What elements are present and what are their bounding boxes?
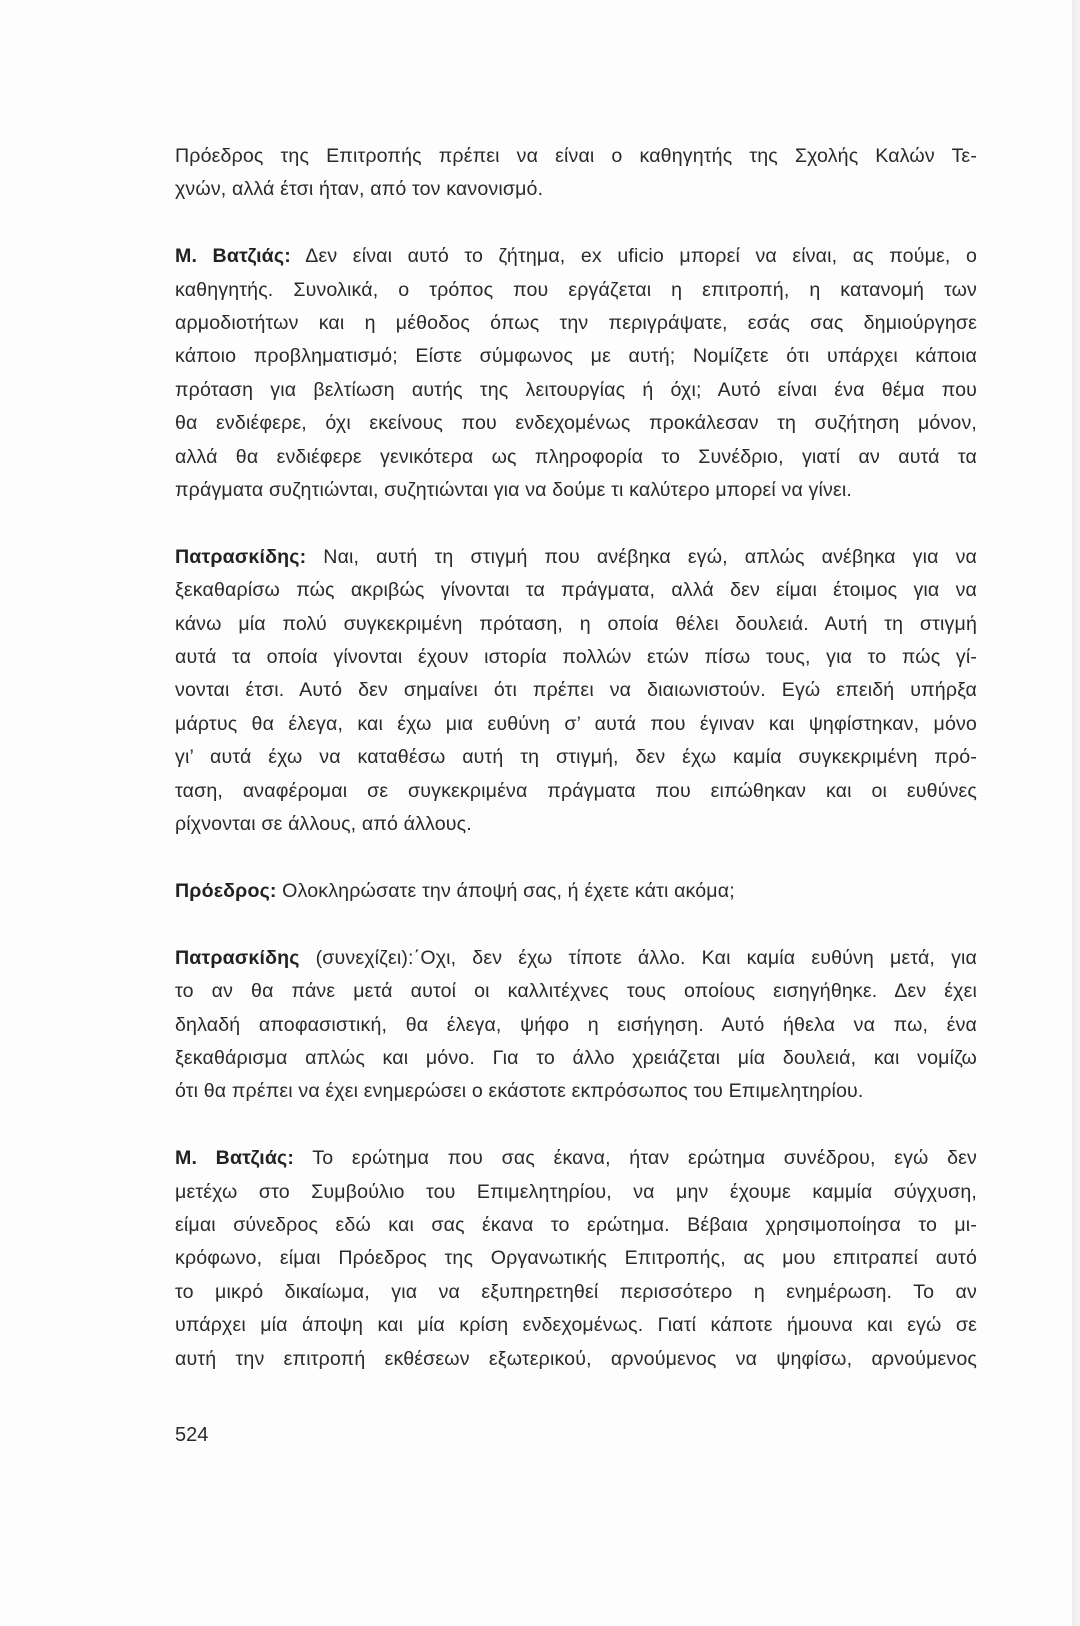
text-line [175, 240, 977, 273]
page-edge-shadow [1072, 0, 1080, 1626]
text-line: χνών, αλλά έτσι ήταν, από τον κανονισμό. [175, 178, 544, 201]
text-line: πράγματα συζητιώνται, συζητιώνται για να δούμε τι καλύτερο μπορεί να γίνει. [175, 479, 852, 502]
speaker-note: (συνεχίζει): [299, 946, 414, 969]
text-line: καθηγητής. Συνολικά, ο τρόπος που εργάζεται η επιτροπή, η κατανομή των [175, 278, 977, 301]
text-line: το μικρό δικαίωμα, για να εξυπηρετηθεί περισσότερο η ενημέρωση. Το αν [175, 1280, 977, 1303]
text-line: Πρόεδρος της Επιτροπής πρέπει να είναι ο καθηγητής της Σχολής Καλών Τε- [175, 145, 977, 167]
text-line [175, 541, 977, 574]
text-line: ρίχνονται σε άλλους, από άλλους. [175, 813, 472, 836]
text-line: κρόφωνο, είμαι Πρόεδρος της Οργανωτικής Επιτροπής, ας μου επιτραπεί αυτό [175, 1247, 977, 1270]
speaker-name: Μ. Βατζιάς: [175, 245, 291, 268]
text-line: νονται έτσι. Αυτό δεν σημαίνει ότι πρέπει να διαιωνιστούν. Εγώ επειδή υπήρξα [175, 679, 977, 702]
text-line [175, 875, 977, 908]
text-line: γι’ αυτά έχω να καταθέσω αυτή τη στιγμή, δεν έχω καμία συγκεκριμένη πρό- [175, 746, 977, 769]
speaker-name: Πατρασκίδης [175, 946, 300, 969]
text-line: πρόταση για βελτίωση αυτής της λειτουργίας ή όχι; Αυτό είναι ένα θέμα που [175, 378, 977, 401]
text-line: το αν θα πάνε μετά αυτοί οι καλλιτέχνες τους οποίους εισηγήθηκε. Δεν έχει [175, 980, 977, 1003]
text-line: δηλαδή αποφασιστική, θα έλεγα, ψήφο η εισήγηση. Αυτό ήθελα να πω, ένα [175, 1013, 977, 1036]
text-line [175, 1142, 977, 1175]
paragraph-patraskidis-2 [175, 942, 977, 1109]
text-line: ξεκαθαρίσω πώς ακριβώς γίνονται τα πράγματα, αλλά δεν είμαι έτοιμος για να [175, 579, 977, 602]
text-line [175, 942, 977, 975]
text-line: αλλά θα ενδιέφερε γενικότερα ως πληροφορία το Συνέδριο, γιατί αν αυτά τα [175, 445, 977, 468]
text-line: κάνω μία πολύ συγκεκριμένη πρόταση, η οποία θέλει δουλειά. Αυτή τη στιγμή [175, 612, 977, 635]
text-line: ταση, αναφέρομαι σε συγκεκριμένα πράγματα που ειπώθηκαν και οι ευθύνες [175, 779, 977, 802]
text-line: ότι θα πρέπει να έχει ενημερώσει ο εκάστοτε εκπρόσωπος του Επιμελητηρίου. [175, 1080, 864, 1103]
paragraph-continuation [175, 140, 977, 207]
text-line: θα ενδιέφερε, όχι εκείνους που ενδεχομένως προκάλεσαν τη συζήτηση μόνον, [175, 412, 977, 435]
speech-text: Το ερώτημα που σας έκανα, ήταν ερώτημα συνέδρου, εγώ δεν [294, 1147, 977, 1170]
text-line: αρμοδιοτήτων και η μέθοδος όπως την περιγράψατε, εσάς σας δημιούργησε [175, 312, 977, 335]
speaker-name: Πρόεδρος: [175, 879, 277, 902]
speech-text: Ολοκληρώσατε την άποψή σας, ή έχετε κάτι ακόμα; [276, 879, 735, 902]
paragraph-proedros [175, 875, 977, 908]
text-line: μάρτυς θα έλεγα, και έχω μια ευθύνη σ’ αυτά που έγιναν και ψηφίστηκαν, μόνο [175, 712, 977, 735]
page-number: 524 [175, 1424, 209, 1446]
text-line: αυτά τα οποία γίνονται έχουν ιστορία πολλών ετών πίσω τους, για το πώς γί- [175, 646, 977, 669]
text-line: αυτή την επιτροπή εκθέσεων εξωτερικού, αρνούμενος να ψηφίσω, αρνούμενος [175, 1347, 977, 1370]
paragraph-patraskidis-1 [175, 541, 977, 842]
speech-text: Δεν είναι αυτό το ζήτημα, ex uficio μπορεί να είναι, ας πούμε, ο [290, 245, 977, 268]
text-line: είμαι σύνεδρος εδώ και σας έκανα το ερώτημα. Βέβαια χρησιμοποίησα το μι- [175, 1213, 977, 1236]
text-line: υπάρχει μία άποψη και μία κρίση ενδεχομένως. Γιατί κάποτε ήμουνα και εγώ σε [175, 1314, 977, 1337]
paragraph-vatzias-2 [175, 1142, 977, 1376]
speech-text: Ναι, αυτή τη στιγμή που ανέβηκα εγώ, απλώς ανέβηκα για να [306, 545, 977, 568]
text-line: μετέχω στο Συμβούλιο του Επιμελητηρίου, να μην έχουμε καμμία σύγχυση, [175, 1180, 977, 1203]
speech-text: ΄Οχι, δεν έχω τίποτε άλλο. Και καμία ευθύνη μετά, για [413, 946, 978, 969]
text-line: κάποιο προβληματισμό; Είστε σύμφωνος με αυτή; Νομίζετε ότι υπάρχει κάποια [175, 345, 977, 368]
text-line: ξεκαθάρισμα απλώς και μόνο. Για το άλλο χρειάζεται μία δουλειά, και νομίζω [175, 1046, 977, 1069]
document-page [175, 140, 977, 1409]
paragraph-vatzias-1 [175, 240, 977, 507]
speaker-name: Μ. Βατζιάς: [175, 1147, 295, 1170]
speaker-name: Πατρασκίδης: [175, 545, 307, 568]
